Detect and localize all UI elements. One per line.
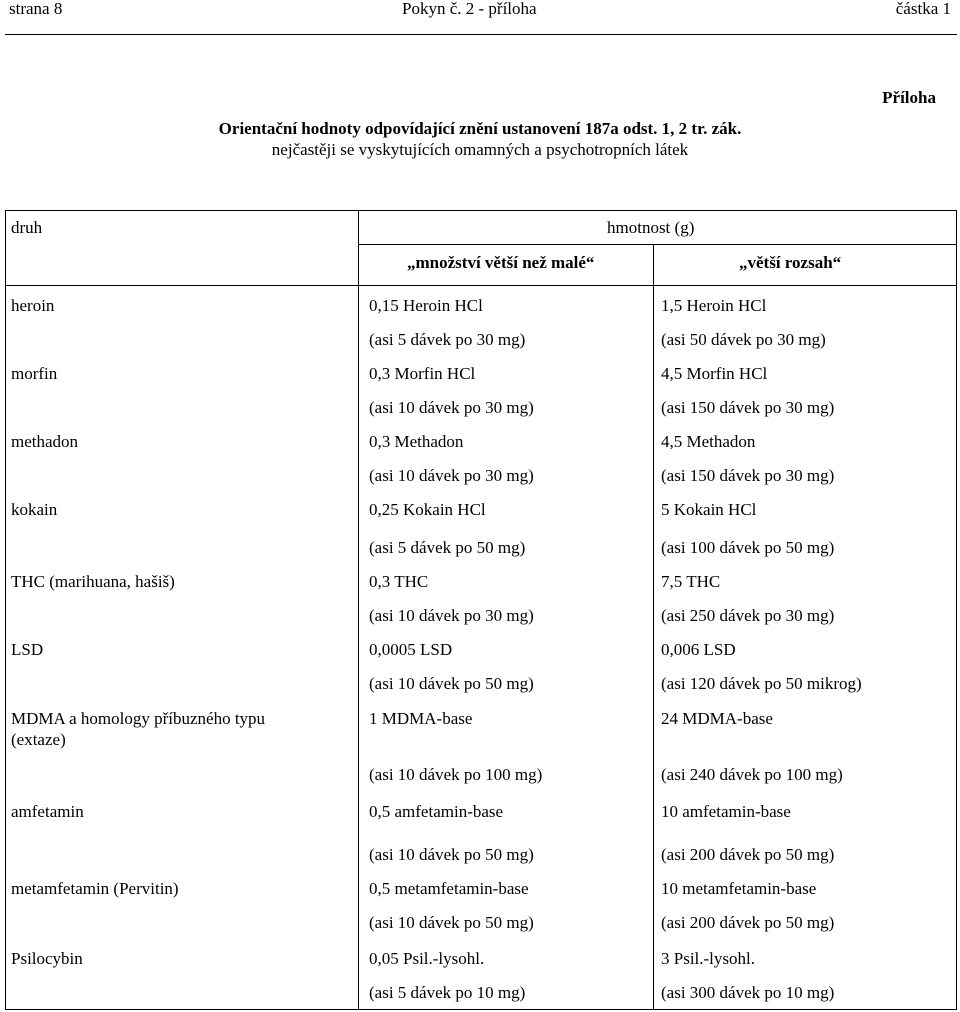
table-cell-amount-large: 7,5 THC	[661, 572, 721, 591]
header-issue: částka 1	[895, 0, 951, 18]
table-cell-amount-large: 4,5 Morfin HCl	[661, 364, 768, 383]
header-bottom-border	[5, 285, 957, 286]
table-cell-druh: morfin	[11, 364, 58, 383]
table-cell-doses: (asi 10 dávek po 50 mg)	[369, 674, 534, 693]
column-header-hmotnost: hmotnost (g)	[607, 218, 695, 237]
table-cell-doses: (asi 10 dávek po 50 mg)	[369, 845, 534, 864]
column-header-druh: druh	[11, 218, 43, 237]
table-cell-doses-large: (asi 150 dávek po 30 mg)	[661, 466, 835, 485]
table-cell-amount-large: 4,5 Methadon	[661, 432, 756, 451]
table-left-border	[5, 210, 6, 1010]
table-cell-doses: (asi 10 dávek po 50 mg)	[369, 913, 534, 932]
table-cell-doses: (asi 5 dávek po 30 mg)	[369, 330, 526, 349]
table-top-border	[5, 210, 957, 211]
table-bottom-border	[5, 1009, 957, 1010]
document-subtitle: nejčastěji se vyskytujících omamných a psychotropních látek	[271, 140, 689, 159]
table-cell-doses: (asi 10 dávek po 100 mg)	[369, 765, 543, 784]
table-cell-doses-large: (asi 200 dávek po 50 mg)	[661, 845, 835, 864]
table-cell-amount-large: 10 metamfetamin-base	[661, 879, 817, 898]
table-cell-doses-large: (asi 250 dávek po 30 mg)	[661, 606, 835, 625]
table-cell-druh: MDMA a homology příbuzného typu	[11, 709, 266, 728]
document-title: Orientační hodnoty odpovídající znění ustanovení 187a odst. 1, 2 tr. zák.	[218, 119, 742, 138]
column-divider-druh	[358, 210, 359, 1010]
table-cell-amount: 1 MDMA-base	[369, 709, 473, 728]
table-cell-druh-continued: (extaze)	[11, 730, 66, 749]
table-cell-amount-large: 5 Kokain HCl	[661, 500, 757, 519]
column-divider-amount	[653, 244, 654, 1010]
table-cell-druh: LSD	[11, 640, 44, 659]
header-rule	[5, 34, 957, 35]
table-cell-amount: 0,3 Methadon	[369, 432, 464, 451]
table-cell-druh: kokain	[11, 500, 58, 519]
table-cell-amount-large: 0,006 LSD	[661, 640, 736, 659]
table-cell-doses: (asi 10 dávek po 30 mg)	[369, 606, 534, 625]
table-cell-amount: 0,5 amfetamin-base	[369, 802, 504, 821]
table-cell-druh: methadon	[11, 432, 79, 451]
table-cell-druh: metamfetamin (Pervitin)	[11, 879, 179, 898]
header-title: Pokyn č. 2 - příloha	[402, 0, 537, 18]
table-cell-doses: (asi 10 dávek po 30 mg)	[369, 398, 534, 417]
table-cell-doses: (asi 10 dávek po 30 mg)	[369, 466, 534, 485]
table-cell-doses-large: (asi 100 dávek po 50 mg)	[661, 538, 835, 557]
table-cell-druh: heroin	[11, 296, 55, 315]
table-cell-druh: amfetamin	[11, 802, 84, 821]
table-cell-amount: 0,15 Heroin HCl	[369, 296, 483, 315]
table-cell-doses-large: (asi 120 dávek po 50 mikrog)	[661, 674, 862, 693]
column-header-mnozstvi: „množství větší než malé“	[407, 253, 595, 272]
table-cell-druh: Psilocybin	[11, 949, 83, 968]
table-right-border	[956, 210, 957, 1010]
table-cell-doses: (asi 5 dávek po 50 mg)	[369, 538, 526, 557]
subheader-border	[358, 244, 957, 245]
table-cell-druh: THC (marihuana, hašiš)	[11, 572, 175, 591]
column-header-rozsah: „větší rozsah“	[739, 253, 842, 272]
table-cell-doses-large: (asi 200 dávek po 50 mg)	[661, 913, 835, 932]
table-cell-doses-large: (asi 50 dávek po 30 mg)	[661, 330, 826, 349]
table-cell-amount-large: 1,5 Heroin HCl	[661, 296, 767, 315]
table-cell-doses: (asi 5 dávek po 10 mg)	[369, 983, 526, 1002]
table-cell-amount: 0,0005 LSD	[369, 640, 453, 659]
table-cell-doses-large: (asi 240 dávek po 100 mg)	[661, 765, 843, 784]
table-cell-amount-large: 10 amfetamin-base	[661, 802, 791, 821]
table-cell-doses-large: (asi 150 dávek po 30 mg)	[661, 398, 835, 417]
table-cell-amount: 0,3 Morfin HCl	[369, 364, 476, 383]
table-cell-amount: 0,25 Kokain HCl	[369, 500, 486, 519]
table-cell-amount: 0,3 THC	[369, 572, 429, 591]
table-cell-amount-large: 3 Psil.-lysohl.	[661, 949, 755, 968]
annex-label: Příloha	[882, 88, 936, 107]
page-number: strana 8	[9, 0, 63, 18]
table-cell-amount: 0,5 metamfetamin-base	[369, 879, 529, 898]
table-cell-amount: 0,05 Psil.-lysohl.	[369, 949, 485, 968]
table-cell-doses-large: (asi 300 dávek po 10 mg)	[661, 983, 835, 1002]
table-cell-amount-large: 24 MDMA-base	[661, 709, 773, 728]
